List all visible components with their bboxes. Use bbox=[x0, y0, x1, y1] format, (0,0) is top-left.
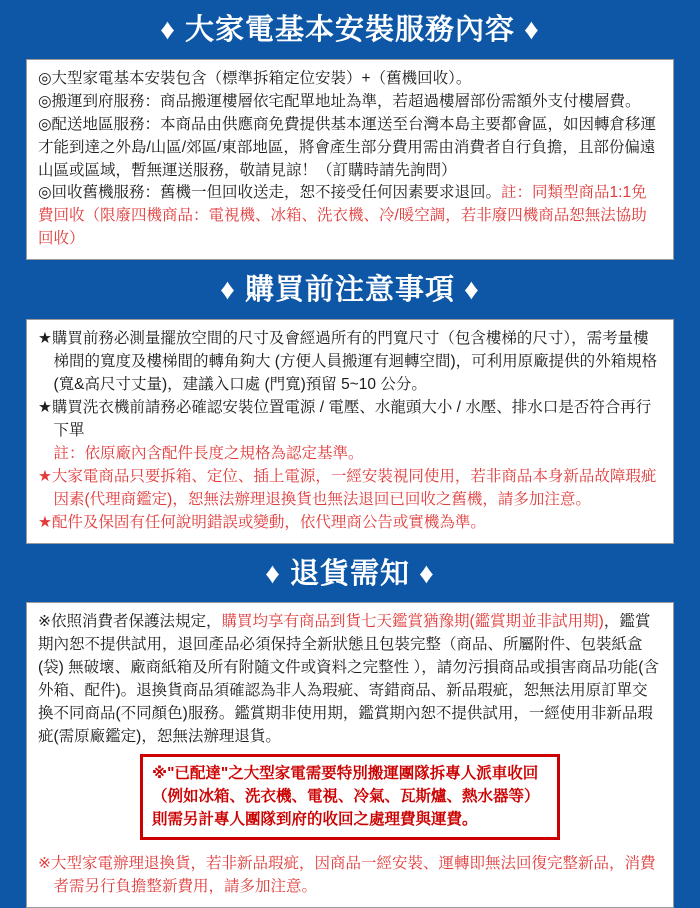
text-segment-red: ※大型家電辦理退換貨，若非新品瑕疵，因商品一經安裝、運轉即無法回復完整新品，消費者需另行負擔整新費用，請多加注意。 bbox=[38, 854, 656, 895]
text-segment-red: 註：同類型商品1:1免費回收（限廢四機商品：電視機、冰箱、洗衣機、冷/暖空調，若非廢四機商品恕無法協助回收） bbox=[38, 184, 647, 248]
section-title-return-policy: ♦ 退貨需知 ♦ bbox=[265, 557, 435, 590]
text-segment-red: ★大家電商品只要拆箱、定位、插上電源，一經安裝視同使用，若非商品本身新品故障瑕疵因素(代理商鑑定)，恕無法辦理退換貨也無法退回已回收之舊機，請多加注意。 bbox=[38, 467, 657, 508]
notice-line bbox=[38, 182, 662, 251]
notice-line bbox=[38, 397, 662, 443]
return-policy-box bbox=[26, 602, 674, 907]
install-service-box bbox=[26, 59, 674, 261]
text-segment-dark: ◎回收舊機服務：舊機一但回收送走，恕不接受任何因素要求退回。 bbox=[38, 184, 502, 202]
notice-line bbox=[38, 853, 662, 899]
notice-line bbox=[38, 114, 662, 183]
text-segment-dark: ※依照消費者保護法規定， bbox=[38, 613, 222, 631]
text-segment-red: 註：依原廠內含配件長度之規格為認定基準。 bbox=[53, 444, 364, 462]
section-title-install-service: ♦ 大家電基本安裝服務內容 ♦ bbox=[160, 14, 540, 46]
notice-line bbox=[38, 611, 662, 749]
text-segment-dark: ◎搬運到府服務：商品搬運樓層依宅配單地址為準，若超過樓層部份需額外支付樓層費。 bbox=[38, 92, 641, 110]
notice-line bbox=[38, 68, 662, 91]
text-segment-red: ★配件及保固有任何說明錯誤或變動，依代理商公告或實機為準。 bbox=[38, 513, 486, 531]
text-segment-dark: ★購買洗衣機前請務必確認安裝位置電源 / 電壓、水龍頭大小 / 水壓、排水口是否符合再行下單 bbox=[38, 398, 652, 439]
text-segment-dark: ◎大型家電基本安裝包含（標準拆箱定位安裝）+（舊機回收）。 bbox=[38, 69, 472, 87]
text-segment-dark: ◎配送地區服務：本商品由供應商免費提供基本運送至台灣本島主要都會區，如因轉倉移運才能到達之外島/山區/郊區/東部地區，將會產生部分費用需由消費者自行負擔，且部份偏遠山區或區域，暫無運送服務，敬請見諒！（訂購時請先詢問） bbox=[38, 115, 657, 179]
pickup-fee-notice-box: ※"已配達"之大型家電需要特別搬運團隊拆專人派車收回 （例如冰箱、洗衣機、電視、冷氣、瓦斯爐、熱水器等） 則需另計專人團隊到府的收回之處理費與運費。 bbox=[140, 754, 560, 840]
notice-line bbox=[38, 466, 662, 512]
notice-line bbox=[38, 328, 662, 397]
text-segment-dark: ★購買前務必測量擺放空間的尺寸及會經過所有的門寬尺寸（包含樓梯的尺寸），需考量樓梯間的寬度及樓梯間的轉角夠大 (方便人員搬運有迴轉空間)，可利用原廠提供的外箱規格 (寬&高尺寸丈量)，建議入口處 (門寬)預留 5~10 公分。 bbox=[38, 330, 658, 393]
notice-line bbox=[38, 512, 662, 535]
text-segment-red: 購買均享有商品到貨七天鑑賞猶豫期(鑑賞期並非試用期) bbox=[221, 613, 604, 631]
section-title-purchase-notes: ♦ 購買前注意事項 ♦ bbox=[220, 274, 480, 307]
notice-line bbox=[38, 443, 662, 466]
text-segment-dark: ，鑑賞期內恕不提供試用，退回產品必須保持全新狀態且包裝完整（商品、所屬附件、包裝紙盒(袋) 無破壞、廠商紙箱及所有附隨文件或資料之完整性 ），請勿污損商品或損害商品功能(含外箱、配件)。退換貨商品須確認為非人為瑕疵、寄錯商品、新品瑕疵，恕無法用原訂單交換不同商品(不同顏色)服務。鑑賞期非使用期，鑑賞期內恕不提供試用，一經使用非新品瑕疵(需原廠鑑定)，恕無法辦理退貨。 bbox=[38, 613, 659, 746]
purchase-notes-box bbox=[26, 319, 674, 543]
notice-line bbox=[38, 91, 662, 114]
